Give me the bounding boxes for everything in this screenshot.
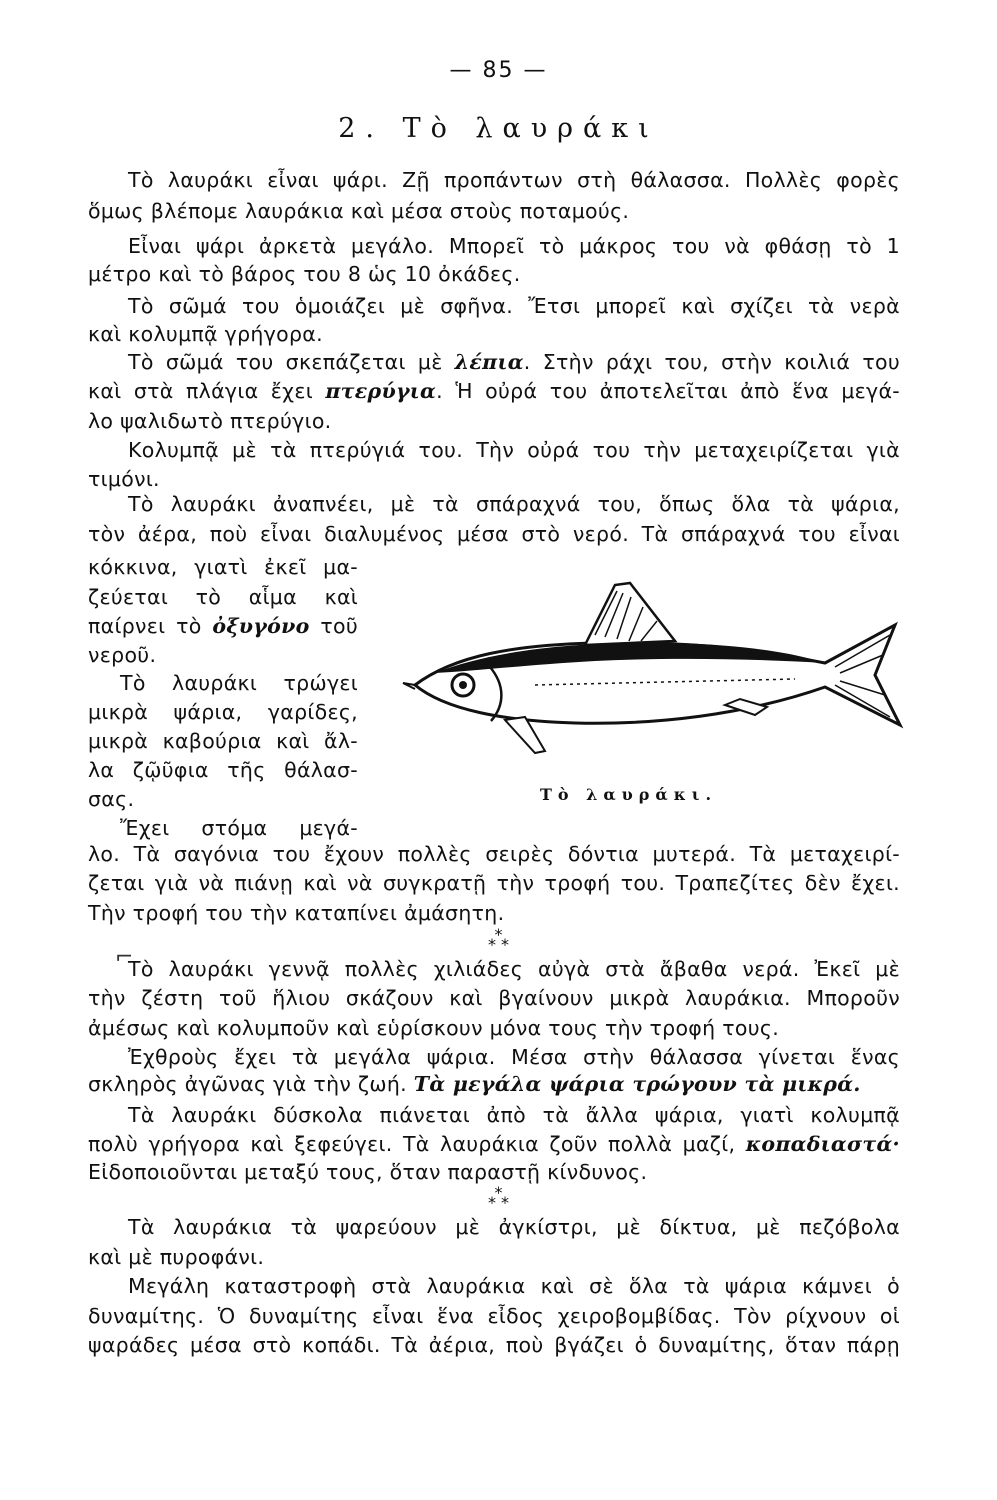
text-span: Τὸ σῶμά του σκεπάζεται μὲ — [128, 350, 455, 374]
text-line: ψαράδες μέσα στὸ κοπάδι. Τὰ ἀέρια, ποὺ βγάζει ὁ δυναμίτης, ὅταν πάρῃ — [88, 1333, 900, 1357]
text-line: Τὰ λαυράκι δύσκολα πιάνεται ἀπὸ τὰ ἄλλα ψάρια, γιατὶ κολυμπᾷ — [128, 1103, 900, 1127]
text-line: Τὸ σῶμά του ὁμοιάζει μὲ σφῆνα. Ἔτσι μπορεῖ καὶ σχίζει τὰ νερὰ — [128, 294, 900, 318]
text-line: τιμόνι. — [88, 467, 160, 491]
text-line: ζεύεται τὸ αἷμα καὶ — [88, 585, 358, 609]
emphasis-term: πτερύγια — [325, 379, 437, 403]
text-line: τὸν ἀέρα, ποὺ εἶναι διαλυμένος μέσα στὸ νερό. Τὰ σπάραχνά του εἶναι — [88, 522, 900, 546]
text-line — [88, 377, 900, 405]
text-line: λο ψαλιδωτὸ πτερύγιο. — [88, 409, 332, 433]
text-line: ζεται γιὰ νὰ πιάνῃ καὶ νὰ συγκρατῇ τὴν τροφή του. Τραπεζίτες δὲν ἔχει. — [88, 871, 900, 895]
text-line: καὶ κολυμπᾷ γρήγορα. — [88, 322, 323, 346]
page-number: — 85 — — [449, 58, 548, 83]
text-line: Ἐχθροὺς ἔχει τὰ μεγάλα ψάρια. Μέσα στὴν θάλασσα γίνεται ἕνας — [128, 1045, 900, 1069]
text-span: . Ἡ οὐρά του ἀποτελεῖται ἀπὸ ἕνα μεγά- — [436, 379, 900, 403]
fish-illustration — [395, 575, 915, 775]
figure-caption: Τὸ λαυράκι. — [540, 785, 718, 804]
text-line: Ἔχει στόμα μεγά- — [120, 816, 358, 840]
text-line: λο. Τὰ σαγόνια του ἔχουν πολλὲς σειρὲς δόντια μυτερά. Τὰ μεταχειρί- — [88, 842, 900, 866]
text-line: κόκκινα, γιατὶ ἐκεῖ μα- — [88, 555, 358, 579]
text-line — [88, 1070, 900, 1098]
emphasis-term: λέπια — [454, 350, 524, 374]
text-line: Τὸ λαυράκι ἀναπνέει, μὲ τὰ σπάραχνά του, ὅπως ὅλα τὰ ψάρια, — [128, 492, 900, 516]
section-stars: * * * — [487, 1183, 510, 1212]
section-stars: * * * — [487, 925, 510, 954]
emphasis-term: κοπαδιαστά· — [745, 1132, 900, 1156]
text-line: μέτρο καὶ τὸ βάρος του 8 ὡς 10 ὀκάδες. — [88, 262, 521, 286]
text-line: δυναμίτης. Ὁ δυναμίτης εἶναι ἕνα εἶδος χειροβομβίδας. Τὸν ρίχνουν οἱ — [88, 1304, 900, 1328]
text-line: ἀμέσως καὶ κολυμποῦν καὶ εὑρίσκουν μόνα τους τὴν τροφή τους. — [88, 1016, 780, 1040]
text-line — [88, 612, 358, 640]
text-line — [88, 348, 900, 376]
text-span: . Στὴν ράχι του, στὴν κοιλιά του — [523, 350, 900, 374]
text-line: μικρὰ ψάρια, γαρίδες, — [88, 700, 358, 724]
text-span: σκληρὸς ἀγῶνας γιὰ τὴν ζωή. — [88, 1072, 414, 1096]
text-line: καὶ μὲ πυροφάνι. — [88, 1245, 265, 1269]
text-line: Τὸ λαυράκι γεννᾷ πολλὲς χιλιάδες αὐγὰ στὰ ἄβαθα νερά. Ἐκεῖ μὲ — [128, 957, 900, 981]
text-line: νεροῦ. — [88, 643, 157, 667]
text-line: Κολυμπᾷ μὲ τὰ πτερύγιά του. Τὴν οὐρά του τὴν μεταχειρίζεται γιὰ — [128, 438, 900, 462]
text-line: Εἶναι ψάρι ἀρκετὰ μεγάλο. Μπορεῖ τὸ μάκρος του νὰ φθάσῃ τὸ 1 — [128, 234, 900, 258]
chapter-title: 2. Τὸ λαυράκι — [338, 113, 659, 144]
text-span: παίρνει τὸ — [88, 614, 213, 638]
text-line: Τὸ λαυράκι εἶναι ψάρι. Ζῇ προπάντων στὴ θάλασσα. Πολλὲς φορὲς — [128, 168, 900, 192]
emphasis-sentence: Τὰ μεγάλα ψάρια τρώγουν τὰ μικρά. — [413, 1072, 861, 1096]
text-line: Τὸ λαυράκι τρώγει — [120, 671, 358, 695]
text-line: Τὴν τροφή του τὴν καταπίνει ἀμάσητη. — [88, 901, 505, 925]
text-line: τὴν ζέστη τοῦ ἥλιου σκάζουν καὶ βγαίνουν μικρὰ λαυράκια. Μποροῦν — [88, 986, 900, 1010]
text-line: Μεγάλη καταστροφὴ στὰ λαυράκια καὶ σὲ ὅλα τὰ ψάρια κάμνει ὁ — [128, 1274, 900, 1298]
text-span: πολὺ γρήγορα καὶ ξεφεύγει. Τὰ λαυράκια ζοῦν πολλὰ μαζί, — [88, 1132, 746, 1156]
text-span: τοῦ — [309, 614, 358, 638]
emphasis-term: ὀξυγόνο — [212, 614, 310, 638]
text-span: καὶ στὰ πλάγια ἔχει — [88, 379, 326, 403]
text-line: μικρὰ καβούρια καὶ ἄλ- — [88, 729, 358, 753]
text-line: Τὰ λαυράκια τὰ ψαρεύουν μὲ ἀγκίστρι, μὲ δίκτυα, μὲ πεζόβολα — [128, 1215, 900, 1239]
text-line: λα ζῷῦφια τῆς θάλασ- — [88, 758, 358, 782]
text-line: ὅμως βλέπομε λαυράκια καὶ μέσα στοὺς ποταμούς. — [88, 199, 630, 223]
text-line: Εἰδοποιοῦνται μεταξύ τους, ὅταν παραστῇ κίνδυνος. — [88, 1160, 648, 1184]
text-line: σας. — [88, 787, 135, 811]
margin-mark: ⌐ — [115, 945, 134, 970]
text-line — [88, 1130, 900, 1158]
